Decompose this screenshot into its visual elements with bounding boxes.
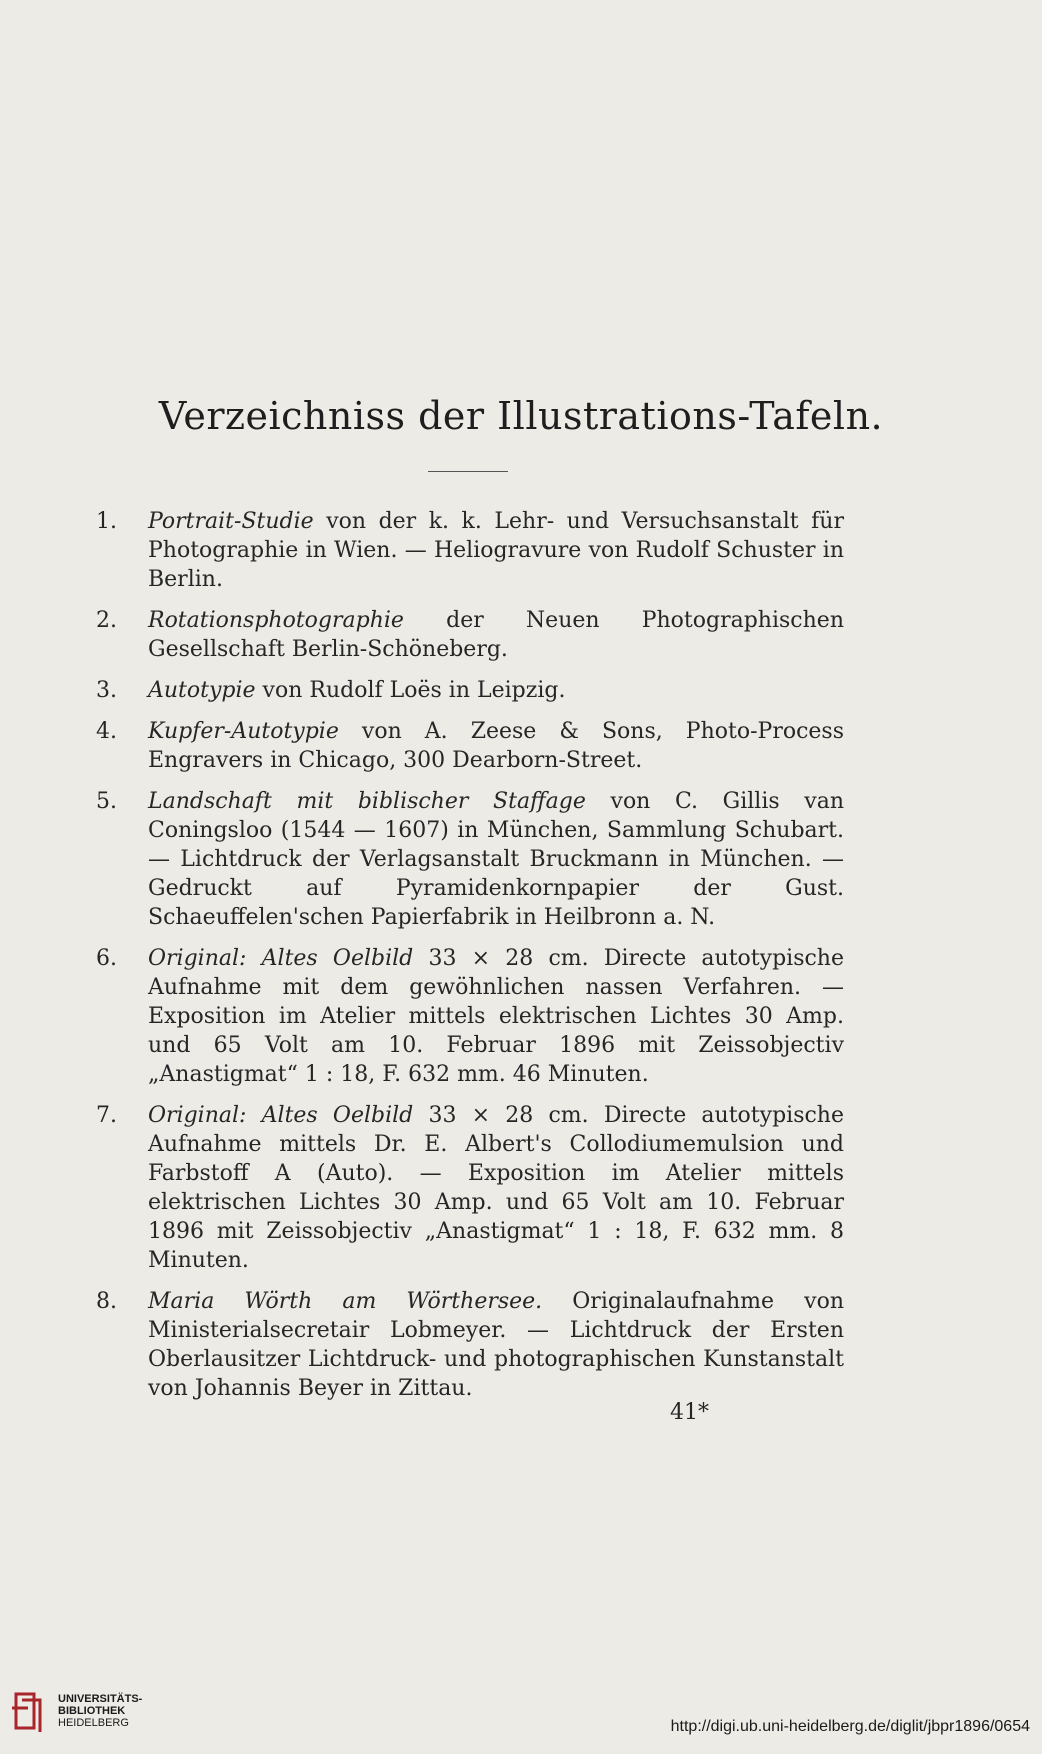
list-item — [96, 1287, 844, 1403]
entry-text — [148, 507, 844, 594]
entry-description: von C. Gillis van Coningsloo (1544 — 1607) in München, Sammlung Schubart. — Lichtdruck der Verlagsanstalt Bruckmann in München. — Gedruckt auf Pyramidenkornpapier der Gust. Schaeuffelen'schen Papierfabrik in Heilbronn a. N. — [148, 789, 844, 930]
page-number: 41* — [670, 1400, 709, 1425]
list-item — [96, 1101, 844, 1275]
page-title: Verzeichniss der Illustrations-Tafeln. — [158, 394, 884, 438]
entry-description: von A. Zeese & Sons, Photo-Process Engravers in Chicago, 300 Dearborn-Street. — [148, 719, 844, 773]
entry-text — [148, 676, 844, 705]
entry-text — [148, 944, 844, 1089]
entry-text — [148, 1287, 844, 1403]
list-item — [96, 606, 844, 664]
list-item — [96, 717, 844, 775]
entry-text — [148, 787, 844, 932]
entry-number: 4. — [96, 719, 117, 744]
title-divider — [428, 471, 508, 472]
library-logo-text — [58, 1693, 142, 1729]
entry-description: von Rudolf Loës in Leipzig. — [255, 678, 566, 703]
entry-text — [148, 717, 844, 775]
entry-number: 6. — [96, 946, 117, 971]
list-item — [96, 787, 844, 932]
entry-text — [148, 1101, 844, 1275]
entry-description: 33 × 28 cm. Directe autotypische Aufnahme mittels Dr. E. Albert's Collodiumemulsion und Farbstoff A (Auto). — Exposition im Atelier mittels elektrischen Lichtes 30 Amp. und 65 Volt am 10. Februar 1896 mit Zeissobjectiv „Anastigmat“ 1 : 18, F. 632 mm. 8 Minuten. — [148, 1103, 844, 1273]
library-logo-line: BIBLIOTHEK — [58, 1705, 126, 1717]
list-item — [96, 676, 844, 705]
entry-description: der Neuen Photographischen Gesellschaft Berlin-Schöneberg. — [148, 608, 844, 662]
entry-description: 33 × 28 cm. Directe autotypische Aufnahme mit dem gewöhnlichen nassen Verfahren. — Exposition im Atelier mittels elektrischen Lichtes 30 Amp. und 65 Volt am 10. Februar 1896 mit Zeissobjectiv „Anastigmat“ 1 : 18, F. 632 mm. 46 Minuten. — [148, 946, 844, 1087]
entry-title: Portrait-Studie — [148, 509, 314, 534]
entry-title: Kupfer-Autotypie — [148, 719, 339, 744]
entry-title: Autotypie — [148, 678, 256, 703]
list-item — [96, 944, 844, 1089]
entry-description: Originalaufnahme von Ministerialsecretair Lobmeyer. — Lichtdruck der Ersten Oberlausitzer Lichtdruck- und photographischen Kunstanstalt von Johannis Beyer in Zittau. — [148, 1289, 844, 1401]
entry-number: 7. — [96, 1103, 117, 1128]
source-url[interactable]: http://digi.ub.uni-heidelberg.de/diglit/jbpr1896/0654 — [670, 1718, 1030, 1735]
entry-description: von der k. k. Lehr- und Versuchsanstalt für Photographie in Wien. — Heliogravure von Rudolf Schuster in Berlin. — [148, 509, 844, 592]
entry-number: 5. — [96, 789, 117, 814]
entry-title: Maria Wörth am Wörthersee. — [148, 1289, 543, 1314]
list-item — [96, 507, 844, 594]
library-logo — [8, 1688, 142, 1734]
library-logo-line: HEIDELBERG — [58, 1717, 129, 1729]
entry-number: 3. — [96, 678, 117, 703]
entry-text — [148, 606, 844, 664]
entry-title: Original: Altes Oelbild — [148, 946, 414, 971]
entry-number: 8. — [96, 1289, 117, 1314]
entry-title: Landschaft mit biblischer Staffage — [148, 789, 586, 814]
plate-list — [96, 507, 844, 1415]
entry-number: 1. — [96, 509, 117, 534]
entry-title: Rotationsphotographie — [148, 608, 404, 633]
entry-number: 2. — [96, 608, 117, 633]
library-logo-icon — [8, 1688, 48, 1734]
library-logo-line: UNIVERSITÄTS- — [58, 1693, 143, 1705]
entry-title: Original: Altes Oelbild — [148, 1103, 414, 1128]
